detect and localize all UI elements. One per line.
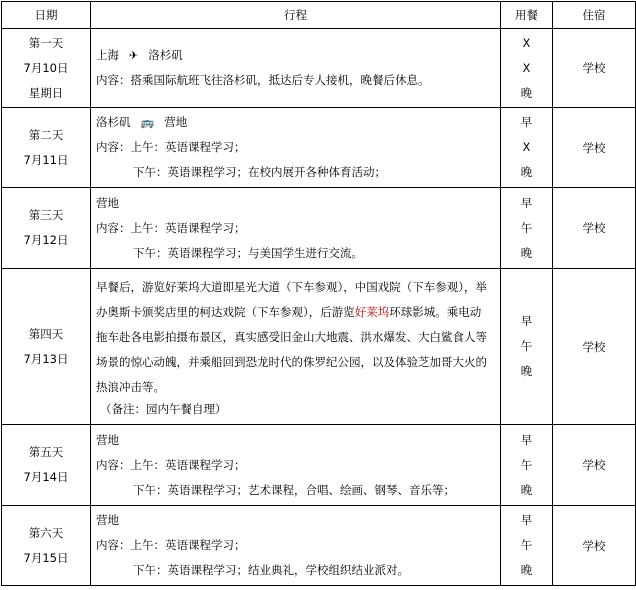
meal-dinner: 晚 (520, 245, 533, 260)
meal-lunch: 午 (520, 339, 533, 353)
route-line: 营地 (96, 195, 119, 210)
header-lodging: 住宿 (553, 2, 636, 29)
meal-lunch: 午 (520, 457, 533, 472)
date-label: 7月14日 (23, 470, 69, 484)
day-cell (2, 108, 91, 188)
meal-breakfast: X (522, 35, 531, 50)
meals-cell (501, 188, 553, 269)
content-line: 下午：英语课程学习；结业典礼，学校组织结业派对。 (133, 563, 409, 577)
route-line (96, 110, 500, 135)
meal-breakfast: 早 (520, 314, 533, 328)
meal-breakfast: 早 (520, 513, 533, 527)
content-line: 内容：上午：英语课程学习； (96, 538, 246, 552)
meal-dinner: 晚 (520, 482, 533, 497)
itinerary-cell (91, 188, 501, 269)
lodging-cell: 学校 (553, 425, 636, 506)
lodging-cell: 学校 (553, 29, 636, 108)
content-line: 下午：英语课程学习；在校内展开各种体育活动； (133, 165, 386, 179)
lodging-cell: 学校 (553, 108, 636, 188)
table-row (2, 108, 636, 188)
itinerary-cell (91, 269, 501, 425)
date-label: 7月11日 (23, 152, 69, 167)
bus-icon: 🚌 (140, 116, 155, 129)
table-row (2, 29, 636, 108)
meals-cell (501, 108, 553, 188)
day-cell (2, 506, 91, 586)
meal-lunch: 午 (520, 220, 533, 235)
meal-dinner: 晚 (520, 563, 533, 577)
table-row (2, 425, 636, 506)
highlight-hollywood: 好莱坞 (354, 305, 390, 319)
content-line: 内容：上午：英语课程学习； (96, 457, 246, 472)
itinerary-paragraph (96, 275, 500, 400)
lodging-cell: 学校 (553, 188, 636, 269)
itinerary-cell (91, 29, 501, 108)
meal-lunch: 午 (520, 538, 533, 552)
meal-breakfast: 早 (520, 115, 533, 129)
content-line: 内容：上午：英语课程学习； (96, 140, 246, 154)
table-row (2, 506, 636, 586)
header-date: 日期 (2, 2, 91, 29)
route-from: 上海 (96, 48, 119, 62)
weekday-label: 星期日 (28, 85, 64, 100)
header-itinerary: 行程 (91, 2, 501, 29)
day-cell (2, 269, 91, 425)
meal-dinner: 晚 (520, 165, 533, 179)
day-label: 第二天 (28, 127, 64, 142)
date-label: 7月13日 (23, 351, 69, 366)
itinerary-table (1, 1, 636, 586)
meals-cell (501, 506, 553, 586)
paragraph-part1: 早餐后，游览好莱坞大道即星光大道（下车参观），中国戏院（下车参观），举办奥斯卡颁奖店里的柯达戏院（下车参观），后游览 (96, 280, 487, 319)
day-cell (2, 425, 91, 506)
route-to: 洛杉矶 (148, 48, 183, 62)
meals-cell (501, 269, 553, 425)
date-label: 7月10日 (23, 60, 69, 75)
table-row (2, 188, 636, 269)
date-label: 7月12日 (23, 233, 69, 247)
meal-dinner: 晚 (520, 85, 533, 100)
content-line: 内容：搭乘国际航班飞往洛杉矶，抵达后专人接机，晚餐后休息。 (96, 73, 430, 87)
day-label: 第一天 (28, 35, 64, 50)
meal-breakfast: 早 (520, 195, 533, 210)
note-text: （备注：园内午餐自理） (100, 402, 227, 416)
meal-lunch: X (522, 140, 531, 154)
day-cell (2, 188, 91, 269)
day-label: 第三天 (28, 208, 64, 222)
meals-cell (501, 425, 553, 506)
meal-dinner: 晚 (520, 364, 533, 378)
itinerary-cell (91, 506, 501, 586)
route-line (96, 43, 500, 68)
airplane-icon: ✈ (129, 49, 139, 62)
itinerary-cell (91, 108, 501, 188)
meal-lunch: X (522, 60, 531, 75)
day-cell (2, 29, 91, 108)
route-to: 营地 (164, 115, 188, 129)
route-from: 洛杉矶 (96, 115, 131, 129)
meals-cell (501, 29, 553, 108)
lodging-cell: 学校 (553, 269, 636, 425)
itinerary-cell (91, 425, 501, 506)
meal-breakfast: 早 (520, 432, 533, 447)
header-meals: 用餐 (501, 2, 553, 29)
content-line: 下午：英语课程学习；与美国学生进行交流。 (133, 245, 363, 260)
day-label: 第六天 (28, 525, 64, 540)
day-label: 第四天 (28, 326, 64, 341)
route-line: 营地 (96, 513, 119, 527)
day-label: 第五天 (28, 445, 64, 459)
date-label: 7月15日 (23, 550, 69, 565)
header-row (2, 2, 636, 29)
content-line: 下午：英语课程学习；艺术课程，合唱、绘画、钢琴、音乐等； (133, 482, 455, 497)
content-line: 内容：上午：英语课程学习； (96, 220, 246, 235)
table-row (2, 269, 636, 425)
route-line: 营地 (96, 432, 119, 447)
lodging-cell: 学校 (553, 506, 636, 586)
paragraph-part2: 环球影城。乘电动拖车赴各电影拍摄布景区，真实感受旧金山大地震、洪水爆发、大白鲨食人等场景的惊心动魄，并乘船回到恐龙时代的侏罗纪公园，以及体验芝加哥大火的热浪冲击等。 (96, 305, 487, 394)
